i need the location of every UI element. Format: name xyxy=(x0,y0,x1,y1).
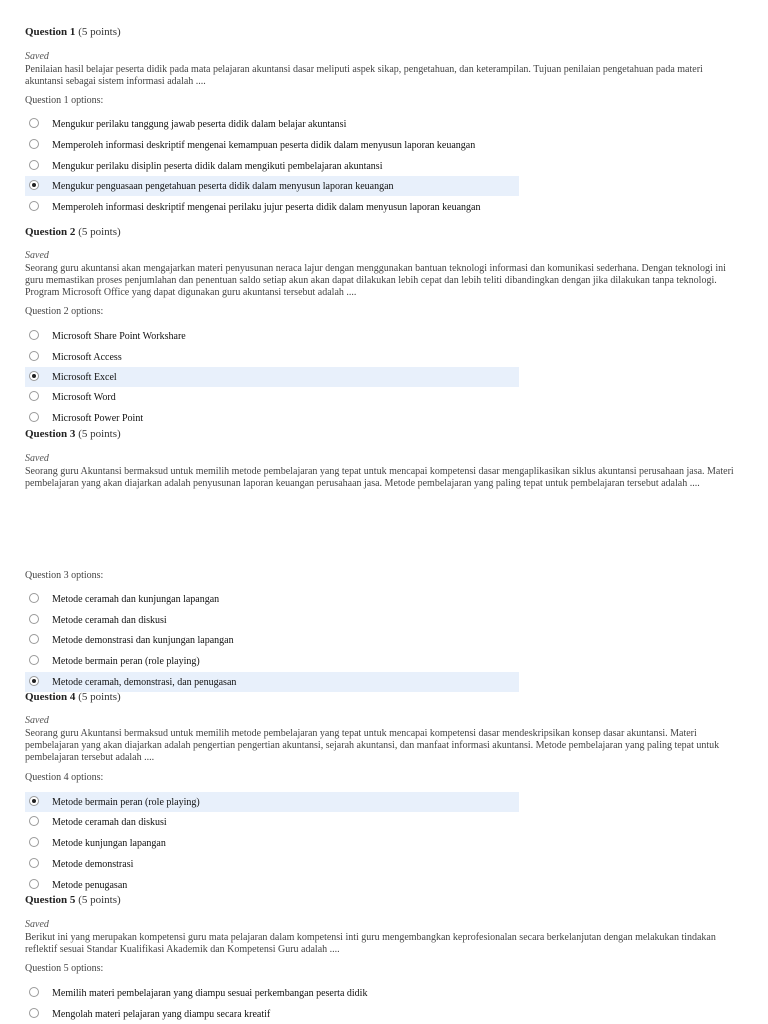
radio-button[interactable] xyxy=(29,858,39,868)
option-label: Memilih materi pembelajaran yang diampu sesuai perkembangan peserta didik xyxy=(52,988,368,999)
question-4-header xyxy=(25,691,121,703)
saved-status: Saved xyxy=(25,919,49,930)
radio-button[interactable] xyxy=(29,118,39,128)
radio-button[interactable] xyxy=(29,987,39,997)
option-row[interactable] xyxy=(25,1004,519,1024)
question-prompt: Berikut ini yang merupakan kompetensi guru mata pelajaran dalam kompetensi inti guru mengembangkan keprofesionalan secara berkelanjutan dengan melakukan tindakan reflektif sesuai Standar Kualifikasi Akademik dan Kompetensi Guru adalah .... xyxy=(25,932,716,955)
option-label: Metode demonstrasi dan kunjungan lapangan xyxy=(52,635,234,646)
option-row[interactable] xyxy=(25,610,519,630)
radio-button[interactable] xyxy=(29,796,39,806)
options-label: Question 5 options: xyxy=(25,963,104,974)
question-title: Question 4 xyxy=(25,691,76,703)
saved-status: Saved xyxy=(25,453,49,464)
radio-button[interactable] xyxy=(29,180,39,190)
option-row[interactable] xyxy=(25,875,519,895)
options-label: Question 3 options: xyxy=(25,570,104,581)
options-label: Question 1 options: xyxy=(25,95,104,106)
question-title: Question 3 xyxy=(25,428,76,440)
option-label: Mengukur perilaku disiplin peserta didik dalam mengikuti pembelajaran akuntansi xyxy=(52,161,383,172)
question-1-header xyxy=(25,26,121,38)
option-label: Metode bermain peran (role playing) xyxy=(52,797,200,808)
radio-button[interactable] xyxy=(29,593,39,603)
option-row[interactable] xyxy=(25,792,519,812)
radio-button[interactable] xyxy=(29,1008,39,1018)
question-points: (5 points) xyxy=(78,691,121,703)
radio-button[interactable] xyxy=(29,634,39,644)
question-prompt: Seorang guru akuntansi akan mengajarkan materi penyusunan neraca lajur dengan menggunakan bantuan teknologi informasi dan komunikasi sederhana. Dengan teknologi ini guru memastikan proses penjumlahan dan penentuan saldo setiap akun akan dapat dilakukan lebih cepat dan lebih teliti dibandingkan dengan jika dilakukan tanpa teknologi. Program Microsoft Office yang dapat digunakan guru akuntansi tersebut adalah .... xyxy=(25,263,726,298)
radio-button[interactable] xyxy=(29,655,39,665)
radio-button[interactable] xyxy=(29,412,39,422)
option-label: Mengolah materi pelajaran yang diampu secara kreatif xyxy=(52,1009,271,1020)
radio-button[interactable] xyxy=(29,614,39,624)
radio-button[interactable] xyxy=(29,879,39,889)
option-row[interactable] xyxy=(25,114,519,134)
question-points: (5 points) xyxy=(78,428,121,440)
option-row[interactable] xyxy=(25,630,519,650)
options-label: Question 4 options: xyxy=(25,772,104,783)
radio-button[interactable] xyxy=(29,391,39,401)
question-prompt: Penilaian hasil belajar peserta didik pada mata pelajaran akuntansi dasar meliputi aspek sikap, pengetahuan, dan keterampilan. Tujuan penilaian pengetahuan pada materi akuntansi sebagai sistem informasi adalah .... xyxy=(25,64,703,87)
options-label: Question 2 options: xyxy=(25,306,104,317)
option-label: Memperoleh informasi deskriptif mengenai kemampuan peserta didik dalam menyusun laporan keuangan xyxy=(52,140,476,151)
option-row[interactable] xyxy=(25,651,519,671)
radio-button[interactable] xyxy=(29,837,39,847)
option-row[interactable] xyxy=(25,589,519,609)
option-label: Microsoft Excel xyxy=(52,372,117,383)
question-points: (5 points) xyxy=(78,226,121,238)
option-row[interactable] xyxy=(25,833,519,853)
question-prompt: Seorang guru Akuntansi bermaksud untuk memilih metode pembelajaran yang tepat untuk mencapai kompetensi dasar mengaplikasikan siklus akuntansi perusahaan jasa. Materi pembelajaran yang akan diajarkan adalah penyusunan laporan keuangan perusahaan jasa. Metode pembelajaran yang paling tepat untuk pembelajaran tersebut adalah .... xyxy=(25,466,734,489)
radio-button[interactable] xyxy=(29,676,39,686)
option-label: Metode bermain peran (role playing) xyxy=(52,656,200,667)
radio-button[interactable] xyxy=(29,351,39,361)
option-label: Mengukur penguasaan pengetahuan peserta didik dalam menyusun laporan keuangan xyxy=(52,181,394,192)
option-label: Metode ceramah dan diskusi xyxy=(52,615,167,626)
option-label: Metode ceramah dan diskusi xyxy=(52,817,167,828)
option-row[interactable] xyxy=(25,347,519,367)
radio-button[interactable] xyxy=(29,330,39,340)
option-label: Metode ceramah dan kunjungan lapangan xyxy=(52,594,220,605)
saved-status: Saved xyxy=(25,51,49,62)
option-row[interactable] xyxy=(25,672,519,692)
question-title: Question 1 xyxy=(25,26,76,38)
option-row[interactable] xyxy=(25,176,519,196)
option-label: Metode demonstrasi xyxy=(52,859,134,870)
option-label: Microsoft Share Point Workshare xyxy=(52,331,186,342)
saved-status: Saved xyxy=(25,250,49,261)
question-title: Question 2 xyxy=(25,226,76,238)
option-row[interactable] xyxy=(25,812,519,832)
option-label: Memperoleh informasi deskriptif mengenai perilaku jujur peserta didik dalam menyusun laporan keuangan xyxy=(52,202,481,213)
radio-button[interactable] xyxy=(29,201,39,211)
option-row[interactable] xyxy=(25,387,519,407)
option-row[interactable] xyxy=(25,854,519,874)
saved-status: Saved xyxy=(25,715,49,726)
question-points: (5 points) xyxy=(78,894,121,906)
radio-button[interactable] xyxy=(29,371,39,381)
radio-button[interactable] xyxy=(29,816,39,826)
question-3-header xyxy=(25,428,121,440)
option-row[interactable] xyxy=(25,408,519,428)
option-label: Microsoft Word xyxy=(52,392,116,403)
question-prompt: Seorang guru Akuntansi bermaksud untuk memilih metode pembelajaran yang tepat untuk mencapai kompetensi dasar mendeskripsikan konsep dasar akuntansi. Materi pembelajaran yang akan diajarkan adalah pengertian pengertian akuntansi, sejarah akuntansi, dan manfaat informasi akuntansi. Metode pembelajaran yang paling tepat untuk pembelajaran tersebut adalah .... xyxy=(25,728,720,763)
option-label: Metode ceramah, demonstrasi, dan penugasan xyxy=(52,677,237,688)
radio-button[interactable] xyxy=(29,139,39,149)
option-label: Mengukur perilaku tanggung jawab peserta didik dalam belajar akuntansi xyxy=(52,119,347,130)
option-label: Metode kunjungan lapangan xyxy=(52,838,166,849)
option-row[interactable] xyxy=(25,135,519,155)
option-row[interactable] xyxy=(25,367,519,387)
radio-button[interactable] xyxy=(29,160,39,170)
option-row[interactable] xyxy=(25,156,519,176)
option-label: Microsoft Access xyxy=(52,352,122,363)
question-5-header xyxy=(25,894,121,906)
question-points: (5 points) xyxy=(78,26,121,38)
option-row[interactable] xyxy=(25,326,519,346)
option-label: Microsoft Power Point xyxy=(52,413,144,424)
option-row[interactable] xyxy=(25,983,519,1003)
option-row[interactable] xyxy=(25,197,519,217)
question-2-header xyxy=(25,226,121,238)
question-title: Question 5 xyxy=(25,894,76,906)
option-label: Metode penugasan xyxy=(52,880,128,891)
